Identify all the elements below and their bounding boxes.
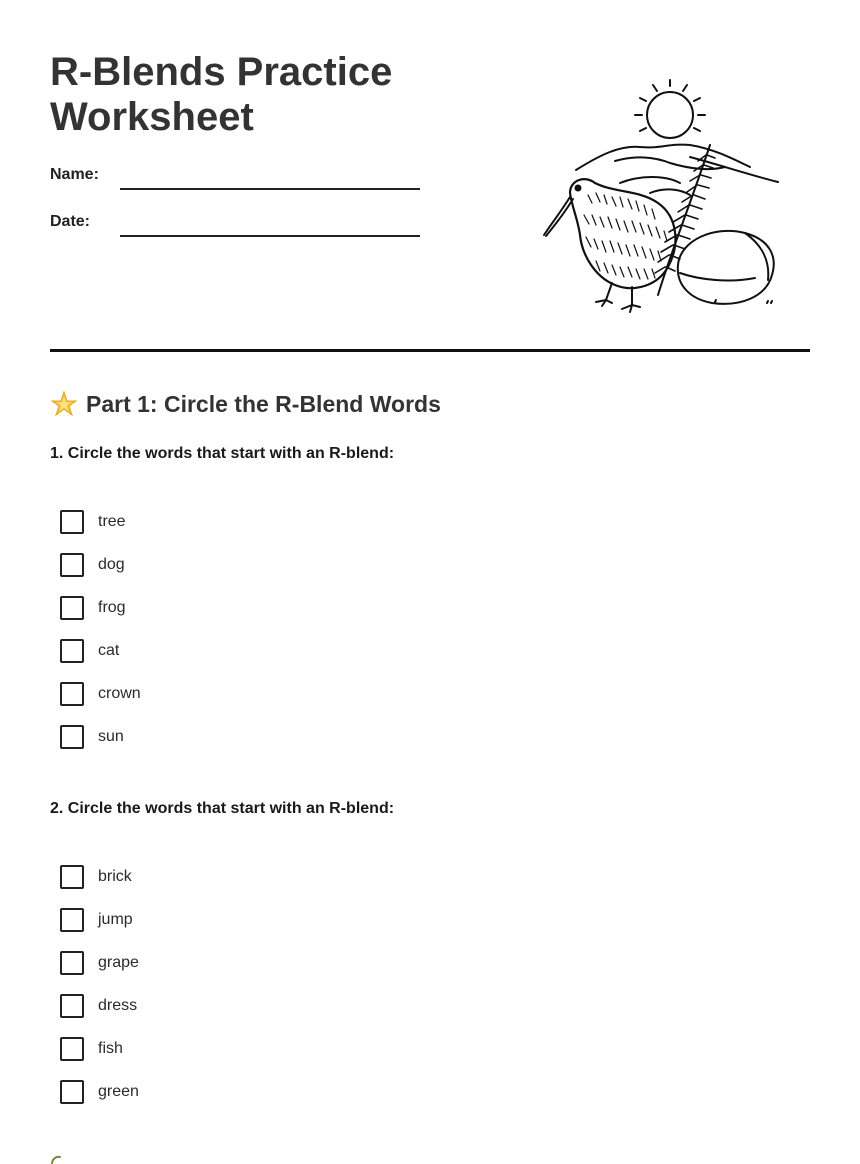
section-heading [50, 388, 441, 420]
checkbox[interactable] [60, 1037, 84, 1061]
option-dog[interactable] [60, 552, 125, 578]
question-1: 1. Circle the words that start with an R-blend: [50, 445, 395, 462]
checkbox[interactable] [60, 908, 84, 932]
option-jump[interactable] [60, 907, 133, 933]
option-dress[interactable] [60, 993, 137, 1019]
checkbox[interactable] [60, 553, 84, 577]
option-tree[interactable] [60, 509, 126, 535]
checkbox[interactable] [60, 596, 84, 620]
option-green[interactable] [60, 1079, 139, 1105]
sun-icon [647, 92, 693, 138]
option-brick[interactable] [60, 864, 132, 890]
checkbox[interactable] [60, 951, 84, 975]
option-label: crown [98, 685, 141, 702]
worksheet-title: R-Blends Practice Worksheet [50, 50, 393, 139]
option-label: sun [98, 728, 124, 745]
checkbox[interactable] [60, 994, 84, 1018]
option-frog[interactable] [60, 595, 126, 621]
name-field-row [50, 166, 420, 196]
option-label: grape [98, 954, 139, 971]
option-fish[interactable] [60, 1036, 123, 1062]
option-label: dress [98, 997, 138, 1014]
next-section-icon [50, 1154, 64, 1164]
option-label: cat [98, 642, 120, 659]
question-2: 2. Circle the words that start with an R-blend: [50, 800, 395, 817]
option-grape[interactable] [60, 950, 139, 976]
section-title: Part 1: Circle the R-Blend Words [86, 390, 441, 417]
checkbox[interactable] [60, 1080, 84, 1104]
option-sun[interactable] [60, 724, 124, 750]
checkbox[interactable] [60, 725, 84, 749]
option-label: tree [98, 513, 126, 530]
option-label: brick [98, 868, 132, 885]
date-label: Date: [50, 213, 91, 230]
option-label: fish [98, 1040, 123, 1057]
option-crown[interactable] [60, 681, 141, 707]
name-label: Name: [50, 166, 99, 183]
option-label: frog [98, 599, 126, 616]
checkbox[interactable] [60, 682, 84, 706]
checkbox[interactable] [60, 510, 84, 534]
option-cat[interactable] [60, 638, 119, 664]
date-field[interactable] [120, 235, 420, 237]
checkbox[interactable] [60, 639, 84, 663]
section-divider [50, 349, 810, 352]
sparkle-star-icon [50, 390, 78, 418]
option-label: dog [98, 556, 125, 573]
checkbox[interactable] [60, 865, 84, 889]
kiwi-bird-illustration [540, 75, 785, 320]
date-field-row [50, 213, 420, 243]
name-field[interactable] [120, 188, 420, 190]
option-label: jump [98, 911, 133, 928]
option-label: green [98, 1083, 139, 1100]
